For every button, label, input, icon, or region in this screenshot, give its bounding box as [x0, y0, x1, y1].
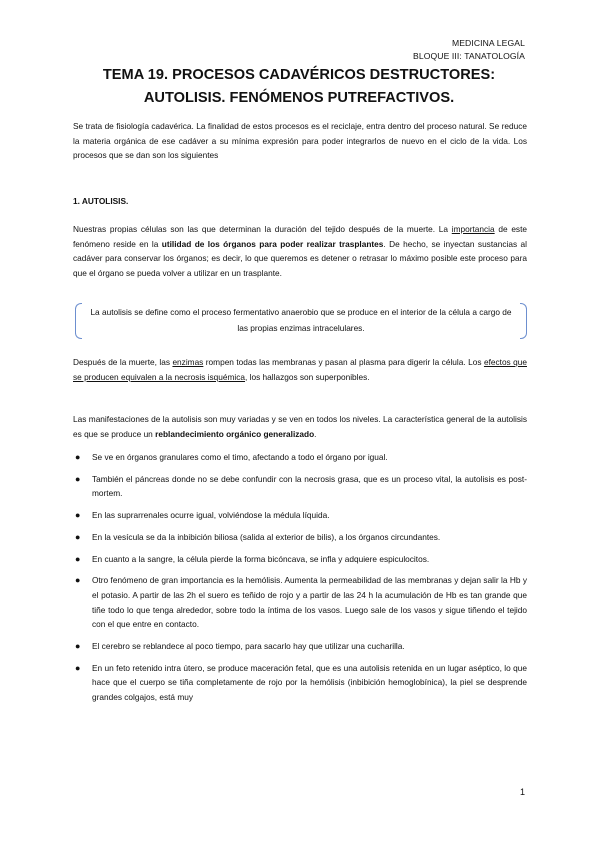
underlined-term: enzimas: [172, 357, 204, 367]
bullet-icon: ●: [75, 510, 81, 521]
list-item-text: En las suprarrenales ocurre igual, volviéndose la médula líquida.: [92, 510, 330, 521]
left-bracket: [75, 303, 82, 339]
definition-text: La autolisis se define como el proceso fermentativo anaerobio que se produce en el interior de la célula a cargo de las propias enzimas intracelulares.: [90, 307, 512, 333]
page-header: [413, 37, 525, 63]
definition-box: [75, 303, 527, 337]
text-run: .: [314, 428, 317, 439]
text-run: , los hallazgos son superponibles.: [245, 371, 370, 382]
section-heading: 1. AUTOLISIS.: [73, 196, 129, 206]
list-item-text: En un feto retenido intra útero, se produce maceración fetal, que es una autolisis retenida en un lugar aséptico, lo que hace que el cuerpo se tiña completamente de rojo por la hemólisis (inbibición hemoglobínica), la piel se desprende grandes colgajos, está muy: [92, 662, 527, 703]
bold-phrase: utilidad de los órganos para poder realizar trasplantes: [161, 238, 384, 249]
text-run: Después de la muerte, las: [73, 357, 173, 367]
header-block: BLOQUE III: TANATOLOGÍA: [413, 51, 525, 61]
header-subject: MEDICINA LEGAL: [451, 38, 525, 48]
title-line-1: TEMA 19. PROCESOS CADAVÉRICOS DESTRUCTORES:: [102, 67, 496, 83]
bullet-icon: ●: [75, 662, 81, 673]
title-line-2: AUTOLISIS. FENÓMENOS PUTREFACTIVOS.: [143, 90, 455, 106]
list-item-text: El cerebro se reblandece al poco tiempo, para sacarlo hay que utilizar una cucharilla.: [92, 641, 405, 652]
bullet-icon: ●: [75, 473, 81, 484]
list-item: [73, 508, 527, 523]
bullet-list: [73, 450, 527, 712]
list-item-text: En la vesícula se da la inbibición biliosa (salida al exterior de bilis), a los órganos circundantes.: [92, 531, 441, 542]
underlined-phrase: efectos que se producen equivalen a la necrosis isquémica: [73, 357, 527, 382]
bullet-icon: ●: [75, 641, 81, 652]
page-number: 1: [519, 787, 525, 797]
text-run: Las manifestaciones de la autolisis son muy variadas y se ven en todos los niveles. La característica general de la autolisis es que se produce un: [73, 414, 527, 439]
list-item: [73, 450, 527, 465]
paragraph-manifestations: [73, 412, 527, 441]
list-item: [73, 639, 527, 654]
text-run: de este fenómeno reside en la: [73, 224, 527, 249]
text-run: . De hecho, se inyectan sustancias al cadáver para conservar los órganos; es decir, lo que queremos es detener o retrasar lo máximo posible este proceso para que el órgano se pueda volver a utilizar en un trasplante.: [73, 238, 527, 279]
paragraph-enzymes: [73, 355, 527, 384]
right-bracket: [520, 303, 527, 339]
list-item-text: Se ve en órganos granulares como el timo, afectando a todo el órgano por igual.: [92, 452, 388, 462]
paragraph-importance: [73, 222, 527, 281]
text-run: rompen todas las membranas y pasan al plasma para digerir la célula. Los: [203, 357, 484, 367]
bullet-icon: ●: [75, 531, 81, 542]
intro-paragraph: Se trata de fisiología cadavérica. La finalidad de estos procesos es el reciclaje, entra dentro del proceso natural. Se reduce la materia orgánica de ese cadáver a su mínima expresión para poder integrarlos de nuevo en el ciclo de la vida. Los procesos que se dan son los siguientes: [73, 121, 527, 161]
underlined-term: importancia: [451, 224, 495, 234]
list-item-text: Otro fenómeno de gran importancia es la hemólisis. Aumenta la permeabilidad de las membranas y dejan salir la Hb y el potasio. A partir de las 2h el suero es teñido de rojo y a partir de las 24 h la acumulación de Hb es tan grande que tiñe todo lo que tenga alrededor, sobre todo la íntima de los vasos. Luego sale de los vasos y sigue tiñendo el tejido con el que entre en contacto.: [92, 575, 527, 630]
document-title: [70, 64, 528, 110]
bullet-icon: ●: [75, 575, 81, 586]
list-item: [73, 530, 527, 545]
bullet-icon: ●: [75, 553, 81, 564]
list-item: [73, 573, 527, 632]
bullet-icon: ●: [75, 452, 81, 462]
text-run: Nuestras propias células son las que determinan la duración del tejido después de la muerte. La: [73, 224, 452, 234]
list-item-text: En cuanto a la sangre, la célula pierde la forma bicóncava, se infla y adquiere espiculocitos.: [92, 553, 430, 564]
list-item: [73, 552, 527, 567]
list-item: [73, 661, 527, 705]
bold-phrase: reblandecimiento orgánico generalizado: [155, 428, 315, 439]
list-item-text: También el páncreas donde no se debe confundir con la necrosis grasa, que es un proceso vital, la autolisis es post-mortem.: [92, 473, 527, 499]
list-item: [73, 472, 527, 501]
